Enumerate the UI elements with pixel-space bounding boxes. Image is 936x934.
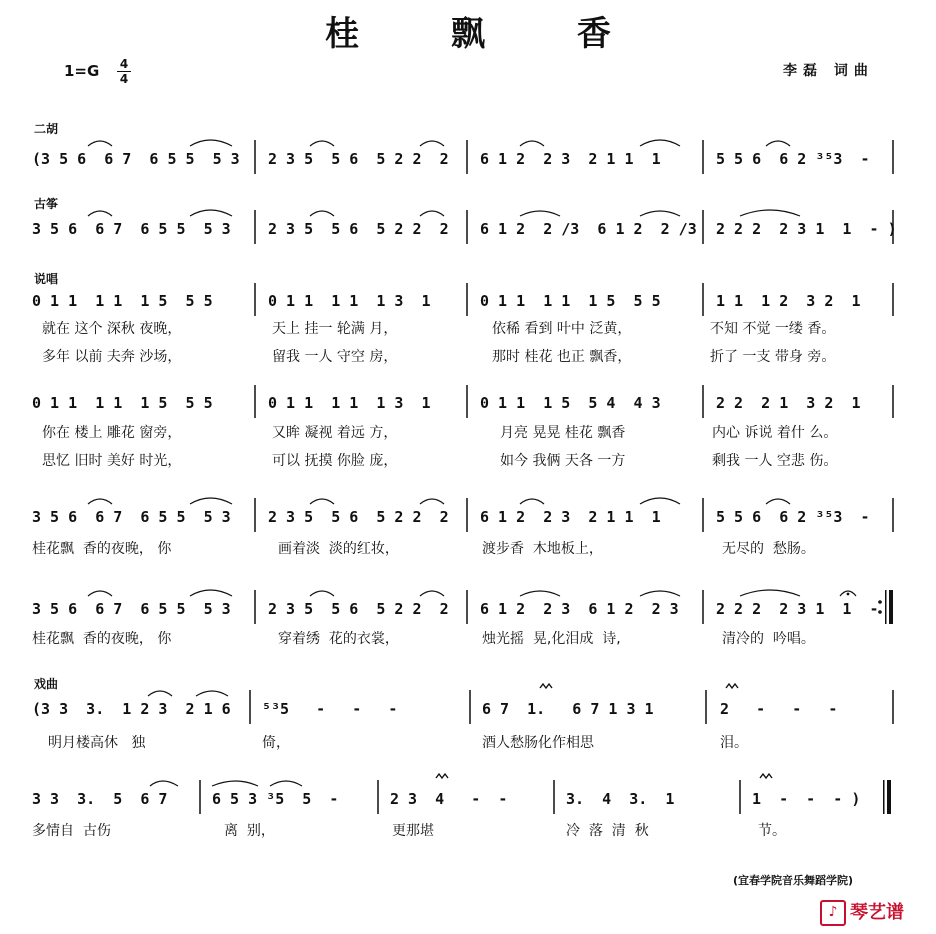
lyric-line: 渡步香 木地板上， <box>482 541 603 557</box>
measure: 3 3 3. 5 6 7 <box>32 790 168 808</box>
lyric-line: 桂花飘 香的夜晚， 你 <box>32 631 172 647</box>
slurs <box>88 140 800 786</box>
part-label-shuochang: 说唱 <box>34 272 59 286</box>
lyric-line: 泪。 <box>720 735 748 751</box>
lyric-line: 明月楼高休 独 <box>48 735 146 751</box>
ornament-marks <box>436 684 772 778</box>
measure: 2 2 2 2 3 1 1 - ) <box>716 220 897 238</box>
lyric-line: 画着淡 淡的红妆， <box>278 541 399 557</box>
lyric-line: 如今 我俩 天各 一方 <box>500 453 626 469</box>
measure: 1 1 1 2 3 2 1 <box>716 292 861 310</box>
lyric-line: 剩我 一人 空悲 伤。 <box>712 453 838 469</box>
measure: 5 5 6 6 2 ³⁵3 - <box>716 150 870 168</box>
key-signature: 1=G <box>64 62 100 80</box>
lyric-line: 月亮 晃晃 桂花 飘香 <box>500 425 626 441</box>
lyric-line: 多情自 古伤 <box>32 823 111 839</box>
lyric-line: 又眸 凝视 着远 方， <box>272 425 398 441</box>
time-sig-top: 4 <box>119 57 129 71</box>
measure: 3 5 6 6 7 6 5 5 5 3 <box>32 600 231 618</box>
lyric-line: 内心 诉说 着什 么。 <box>712 425 838 441</box>
lyric-line: 酒人愁肠化作相思 <box>482 735 594 751</box>
measure: 3 5 6 6 7 6 5 5 5 3 <box>32 508 231 526</box>
lyric-line: 不知 不觉 一缕 香。 <box>710 321 836 337</box>
measure: 0 1 1 1 5 5 4 4 3 <box>480 394 661 412</box>
measure: 6 1 2 2 ∕3 6 1 2 2 ∕3 <box>480 220 697 238</box>
measure: 0 1 1 1 1 1 3 1 <box>268 394 431 412</box>
lyric-line: 就在 这个 深秋 夜晚， <box>42 321 182 337</box>
measure: 2 2 2 1 3 2 1 <box>716 394 861 412</box>
lyric-line: 离 别， <box>224 823 275 839</box>
bar-lines <box>200 140 893 814</box>
measure: 0 1 1 1 1 1 5 5 5 <box>32 292 213 310</box>
lyric-line: 无尽的 愁肠。 <box>722 541 815 557</box>
lyric-line: 留我 一人 守空 房， <box>272 349 398 365</box>
measure: ⁵³5 - - - <box>262 700 398 718</box>
lyric-line: 桂花飘 香的夜晚， 你 <box>32 541 172 557</box>
measure: 2 3 4 - - <box>390 790 508 808</box>
final-barline <box>883 780 891 814</box>
part-label-erhu: 二胡 <box>34 122 59 136</box>
measure: 1 - - - ) <box>752 790 861 808</box>
measure: 6 1 2 2 3 6 1 2 2 3 <box>480 600 679 618</box>
measure: 3. 4 3. 1 <box>566 790 675 808</box>
measure: 2 3 5 5 6 5 2 2 2 <box>268 600 449 618</box>
lyric-line: 冷 落 清 秋 <box>566 823 649 839</box>
lyric-line: 天上 挂一 轮满 月， <box>272 321 398 337</box>
time-sig-bottom: 4 <box>119 72 129 86</box>
lyric-line: 你在 楼上 雕花 窗旁， <box>42 425 182 441</box>
lyric-line: 折了 一支 带身 旁。 <box>710 349 836 365</box>
lyric-line: 烛光摇 晃,化泪成 诗, <box>482 631 621 647</box>
lyric-line: 更那堪 <box>392 823 434 839</box>
music-note-logo-icon: ♪ <box>820 900 846 926</box>
measure: 6 1 2 2 3 2 1 1 1 <box>480 508 661 526</box>
lyric-line: 清冷的 吟唱。 <box>722 631 815 647</box>
measure: 2 3 5 5 6 5 2 2 2 <box>268 220 449 238</box>
lyric-line: 可以 抚摸 你脸 庞， <box>272 453 398 469</box>
part-label-xiqu: 戏曲 <box>34 677 59 691</box>
measure: 0 1 1 1 1 1 3 1 <box>268 292 431 310</box>
lyric-line: 倚， <box>262 735 290 751</box>
lyric-line: 多年 以前 夫奔 沙场， <box>42 349 182 365</box>
composer-credit: 李磊 词曲 <box>783 63 874 79</box>
measure: 0 1 1 1 1 1 5 5 5 <box>32 394 213 412</box>
lyric-line: 思忆 旧时 美好 时光， <box>42 453 182 469</box>
measure: 6 1 2 2 3 2 1 1 1 <box>480 150 661 168</box>
repeat-end-barline <box>878 590 893 624</box>
lyric-line: 穿着绣 花的衣裳， <box>278 631 399 647</box>
lyric-line: 节。 <box>758 823 786 839</box>
measure: 2 2 2 2 3 1 1 - <box>716 600 879 618</box>
measure: (3 3 3. 1 2 3 2 1 6 <box>32 700 231 718</box>
lyric-line: 依稀 看到 叶中 泛黄， <box>492 321 632 337</box>
part-label-guzheng: 古筝 <box>34 197 59 211</box>
measure: 5 5 6 6 2 ³⁵3 - <box>716 508 870 526</box>
measure: 0 1 1 1 1 1 5 5 5 <box>480 292 661 310</box>
measure: (3 5 6 6 7 6 5 5 5 3 <box>32 150 240 168</box>
measure: 3 5 6 6 7 6 5 5 5 3 <box>32 220 231 238</box>
measure: 2 3 5 5 6 5 2 2 2 <box>268 150 449 168</box>
score-title: 桂 飘 香 <box>325 14 651 54</box>
measure: 6 7 1. 6 7 1 3 1 <box>482 700 654 718</box>
measure: 2 3 5 5 6 5 2 2 2 <box>268 508 449 526</box>
site-logo <box>820 898 904 926</box>
lyric-line: 那时 桂花 也正 飘香， <box>492 349 632 365</box>
institution-credit: (宜春学院音乐舞蹈学院) <box>733 874 854 887</box>
measure: 2 - - - <box>720 700 838 718</box>
measure: 6 5 3 ³5 5 - <box>212 790 339 808</box>
logo-text: 琴艺谱 <box>850 902 904 923</box>
